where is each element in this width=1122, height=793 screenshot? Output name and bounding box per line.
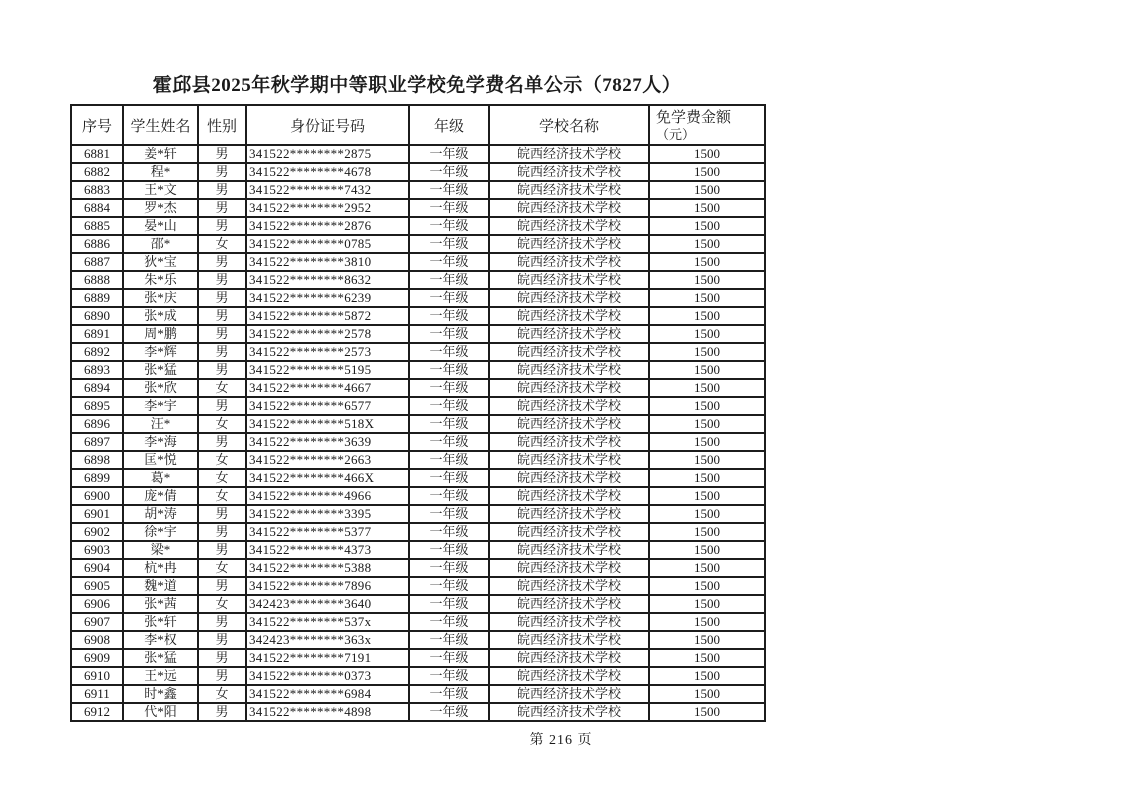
- cell-gender: 女: [198, 469, 246, 487]
- cell-fee: 1500: [649, 271, 765, 289]
- cell-grade: 一年级: [409, 307, 489, 325]
- page-number: 第 216 页: [529, 733, 593, 748]
- cell-fee: 1500: [649, 361, 765, 379]
- col-header-grade: 年级: [409, 105, 489, 145]
- table-row: [71, 451, 765, 469]
- cell-id-number: 341522********5872: [246, 307, 409, 325]
- cell-grade: 一年级: [409, 253, 489, 271]
- table-row: [71, 559, 765, 577]
- cell-fee: 1500: [649, 181, 765, 199]
- cell-name: 罗*杰: [123, 199, 198, 217]
- cell-index: 6884: [71, 199, 123, 217]
- cell-id-number: 341522********4966: [246, 487, 409, 505]
- cell-fee: 1500: [649, 523, 765, 541]
- cell-school: 皖西经济技术学校: [489, 451, 649, 469]
- table-row: [71, 145, 765, 163]
- header-row: [71, 105, 765, 145]
- table-row: [71, 289, 765, 307]
- cell-name: 朱*乐: [123, 271, 198, 289]
- cell-school: 皖西经济技术学校: [489, 253, 649, 271]
- cell-index: 6890: [71, 307, 123, 325]
- cell-fee: 1500: [649, 487, 765, 505]
- cell-gender: 男: [198, 613, 246, 631]
- cell-id-number: 341522********4373: [246, 541, 409, 559]
- cell-fee: 1500: [649, 541, 765, 559]
- cell-gender: 女: [198, 685, 246, 703]
- cell-grade: 一年级: [409, 199, 489, 217]
- table-row: [71, 307, 765, 325]
- table-row: [71, 271, 765, 289]
- cell-index: 6881: [71, 145, 123, 163]
- cell-school: 皖西经济技术学校: [489, 163, 649, 181]
- cell-gender: 男: [198, 163, 246, 181]
- cell-id-number: 341522********6984: [246, 685, 409, 703]
- cell-index: 6882: [71, 163, 123, 181]
- cell-id-number: 341522********6577: [246, 397, 409, 415]
- cell-grade: 一年级: [409, 649, 489, 667]
- cell-gender: 女: [198, 595, 246, 613]
- cell-fee: 1500: [649, 631, 765, 649]
- cell-name: 梁*: [123, 541, 198, 559]
- col-header-index: 序号: [71, 105, 123, 145]
- cell-fee: 1500: [649, 703, 765, 721]
- cell-gender: 男: [198, 307, 246, 325]
- cell-grade: 一年级: [409, 541, 489, 559]
- cell-gender: 男: [198, 631, 246, 649]
- table-row: [71, 163, 765, 181]
- cell-grade: 一年级: [409, 667, 489, 685]
- cell-school: 皖西经济技术学校: [489, 505, 649, 523]
- cell-school: 皖西经济技术学校: [489, 649, 649, 667]
- col-header-fee: [649, 105, 765, 145]
- cell-school: 皖西经济技术学校: [489, 559, 649, 577]
- cell-name: 杭*冉: [123, 559, 198, 577]
- table-row: [71, 613, 765, 631]
- cell-school: 皖西经济技术学校: [489, 361, 649, 379]
- table-row: [71, 487, 765, 505]
- cell-name: 张*轩: [123, 613, 198, 631]
- cell-grade: 一年级: [409, 343, 489, 361]
- cell-fee: 1500: [649, 595, 765, 613]
- cell-index: 6888: [71, 271, 123, 289]
- cell-id-number: 341522********2876: [246, 217, 409, 235]
- cell-grade: 一年级: [409, 505, 489, 523]
- cell-id-number: 341522********3395: [246, 505, 409, 523]
- cell-id-number: 341522********2578: [246, 325, 409, 343]
- cell-index: 6898: [71, 451, 123, 469]
- cell-gender: 男: [198, 433, 246, 451]
- cell-gender: 男: [198, 343, 246, 361]
- cell-fee: 1500: [649, 235, 765, 253]
- cell-fee: 1500: [649, 199, 765, 217]
- cell-id-number: 341522********7432: [246, 181, 409, 199]
- table-row: [71, 415, 765, 433]
- cell-fee: 1500: [649, 325, 765, 343]
- cell-grade: 一年级: [409, 145, 489, 163]
- cell-id-number: 342423********3640: [246, 595, 409, 613]
- cell-name: 姜*轩: [123, 145, 198, 163]
- cell-id-number: 341522********5388: [246, 559, 409, 577]
- cell-school: 皖西经济技术学校: [489, 667, 649, 685]
- table-body: [71, 145, 765, 721]
- cell-school: 皖西经济技术学校: [489, 199, 649, 217]
- cell-id-number: 341522********4678: [246, 163, 409, 181]
- cell-index: 6899: [71, 469, 123, 487]
- cell-grade: 一年级: [409, 595, 489, 613]
- cell-fee: 1500: [649, 577, 765, 595]
- cell-id-number: 341522********6239: [246, 289, 409, 307]
- cell-school: 皖西经济技术学校: [489, 235, 649, 253]
- cell-gender: 男: [198, 325, 246, 343]
- cell-fee: 1500: [649, 613, 765, 631]
- cell-school: 皖西经济技术学校: [489, 379, 649, 397]
- cell-gender: 女: [198, 379, 246, 397]
- cell-name: 周*鹏: [123, 325, 198, 343]
- cell-gender: 男: [198, 397, 246, 415]
- cell-gender: 男: [198, 253, 246, 271]
- cell-fee: 1500: [649, 289, 765, 307]
- cell-grade: 一年级: [409, 613, 489, 631]
- cell-fee: 1500: [649, 397, 765, 415]
- cell-fee: 1500: [649, 685, 765, 703]
- cell-index: 6891: [71, 325, 123, 343]
- cell-index: 6893: [71, 361, 123, 379]
- cell-grade: 一年级: [409, 685, 489, 703]
- cell-index: 6883: [71, 181, 123, 199]
- cell-name: 张*猛: [123, 649, 198, 667]
- cell-id-number: 341522********2875: [246, 145, 409, 163]
- cell-name: 庞*倩: [123, 487, 198, 505]
- cell-gender: 男: [198, 577, 246, 595]
- col-header-gender: 性别: [198, 105, 246, 145]
- cell-school: 皖西经济技术学校: [489, 685, 649, 703]
- cell-grade: 一年级: [409, 271, 489, 289]
- table-row: [71, 343, 765, 361]
- cell-name: 程*: [123, 163, 198, 181]
- cell-index: 6894: [71, 379, 123, 397]
- cell-index: 6912: [71, 703, 123, 721]
- cell-grade: 一年级: [409, 703, 489, 721]
- cell-grade: 一年级: [409, 289, 489, 307]
- table-row: [71, 397, 765, 415]
- cell-grade: 一年级: [409, 325, 489, 343]
- cell-school: 皖西经济技术学校: [489, 181, 649, 199]
- cell-id-number: 341522********3639: [246, 433, 409, 451]
- cell-index: 6907: [71, 613, 123, 631]
- cell-name: 狄*宝: [123, 253, 198, 271]
- table-row: [71, 325, 765, 343]
- cell-index: 6906: [71, 595, 123, 613]
- table-row: [71, 667, 765, 685]
- cell-school: 皖西经济技术学校: [489, 415, 649, 433]
- cell-school: 皖西经济技术学校: [489, 487, 649, 505]
- cell-name: 张*庆: [123, 289, 198, 307]
- cell-gender: 男: [198, 505, 246, 523]
- cell-name: 张*猛: [123, 361, 198, 379]
- cell-school: 皖西经济技术学校: [489, 145, 649, 163]
- cell-index: 6909: [71, 649, 123, 667]
- cell-gender: 男: [198, 649, 246, 667]
- cell-grade: 一年级: [409, 397, 489, 415]
- cell-grade: 一年级: [409, 631, 489, 649]
- cell-name: 葛*: [123, 469, 198, 487]
- cell-fee: 1500: [649, 469, 765, 487]
- cell-school: 皖西经济技术学校: [489, 613, 649, 631]
- cell-name: 张*成: [123, 307, 198, 325]
- cell-school: 皖西经济技术学校: [489, 217, 649, 235]
- cell-grade: 一年级: [409, 487, 489, 505]
- cell-gender: 女: [198, 559, 246, 577]
- cell-school: 皖西经济技术学校: [489, 703, 649, 721]
- cell-name: 李*海: [123, 433, 198, 451]
- cell-index: 6889: [71, 289, 123, 307]
- cell-school: 皖西经济技术学校: [489, 289, 649, 307]
- cell-fee: 1500: [649, 217, 765, 235]
- cell-index: 6911: [71, 685, 123, 703]
- cell-gender: 男: [198, 541, 246, 559]
- cell-grade: 一年级: [409, 577, 489, 595]
- cell-name: 代*阳: [123, 703, 198, 721]
- cell-school: 皖西经济技术学校: [489, 541, 649, 559]
- cell-id-number: 341522********0373: [246, 667, 409, 685]
- cell-id-number: 341522********7896: [246, 577, 409, 595]
- cell-id-number: 341522********518X: [246, 415, 409, 433]
- cell-grade: 一年级: [409, 379, 489, 397]
- cell-gender: 男: [198, 217, 246, 235]
- table-header: [71, 105, 765, 145]
- cell-index: 6892: [71, 343, 123, 361]
- cell-grade: 一年级: [409, 415, 489, 433]
- cell-fee: 1500: [649, 505, 765, 523]
- cell-grade: 一年级: [409, 163, 489, 181]
- cell-school: 皖西经济技术学校: [489, 595, 649, 613]
- cell-index: 6897: [71, 433, 123, 451]
- cell-name: 李*权: [123, 631, 198, 649]
- table-row: [71, 199, 765, 217]
- cell-index: 6902: [71, 523, 123, 541]
- cell-name: 晏*山: [123, 217, 198, 235]
- cell-name: 王*远: [123, 667, 198, 685]
- cell-gender: 女: [198, 451, 246, 469]
- cell-name: 李*宇: [123, 397, 198, 415]
- cell-index: 6900: [71, 487, 123, 505]
- cell-name: 王*文: [123, 181, 198, 199]
- cell-fee: 1500: [649, 415, 765, 433]
- cell-gender: 男: [198, 667, 246, 685]
- fee-exemption-table: [70, 104, 766, 722]
- cell-id-number: 341522********2952: [246, 199, 409, 217]
- cell-id-number: 341522********466X: [246, 469, 409, 487]
- cell-name: 匡*悦: [123, 451, 198, 469]
- cell-index: 6905: [71, 577, 123, 595]
- cell-fee: 1500: [649, 145, 765, 163]
- cell-fee: 1500: [649, 433, 765, 451]
- cell-name: 张*茜: [123, 595, 198, 613]
- cell-gender: 男: [198, 271, 246, 289]
- table-row: [71, 649, 765, 667]
- cell-index: 6901: [71, 505, 123, 523]
- cell-fee: 1500: [649, 343, 765, 361]
- cell-id-number: 341522********7191: [246, 649, 409, 667]
- cell-id-number: 341522********2573: [246, 343, 409, 361]
- table-row: [71, 703, 765, 721]
- cell-gender: 男: [198, 523, 246, 541]
- cell-grade: 一年级: [409, 217, 489, 235]
- table-row: [71, 217, 765, 235]
- cell-grade: 一年级: [409, 235, 489, 253]
- cell-gender: 女: [198, 235, 246, 253]
- cell-name: 时*鑫: [123, 685, 198, 703]
- cell-school: 皖西经济技术学校: [489, 271, 649, 289]
- cell-index: 6896: [71, 415, 123, 433]
- table-row: [71, 577, 765, 595]
- cell-id-number: 341522********3810: [246, 253, 409, 271]
- cell-grade: 一年级: [409, 469, 489, 487]
- cell-name: 汪*: [123, 415, 198, 433]
- table-row: [71, 505, 765, 523]
- table-row: [71, 631, 765, 649]
- cell-index: 6908: [71, 631, 123, 649]
- cell-gender: 男: [198, 181, 246, 199]
- cell-fee: 1500: [649, 379, 765, 397]
- cell-fee: 1500: [649, 649, 765, 667]
- page-title: 霍邱县2025年秋学期中等职业学校免学费名单公示（7827人）: [152, 75, 682, 96]
- table-row: [71, 595, 765, 613]
- table-row: [71, 523, 765, 541]
- cell-fee: 1500: [649, 451, 765, 469]
- table-row: [71, 379, 765, 397]
- cell-gender: 男: [198, 361, 246, 379]
- fee-header-line2: （元）: [656, 126, 696, 142]
- table-row: [71, 685, 765, 703]
- table-row: [71, 361, 765, 379]
- cell-id-number: 341522********5195: [246, 361, 409, 379]
- cell-fee: 1500: [649, 253, 765, 271]
- cell-name: 邵*: [123, 235, 198, 253]
- cell-name: 张*欣: [123, 379, 198, 397]
- table-row: [71, 181, 765, 199]
- col-header-school: 学校名称: [489, 105, 649, 145]
- cell-gender: 男: [198, 703, 246, 721]
- cell-fee: 1500: [649, 163, 765, 181]
- cell-fee: 1500: [649, 667, 765, 685]
- cell-index: 6910: [71, 667, 123, 685]
- cell-id-number: 341522********4898: [246, 703, 409, 721]
- cell-index: 6895: [71, 397, 123, 415]
- cell-fee: 1500: [649, 559, 765, 577]
- cell-gender: 女: [198, 487, 246, 505]
- fee-header-line1: 免学费金额: [656, 109, 732, 126]
- cell-name: 徐*宇: [123, 523, 198, 541]
- cell-index: 6904: [71, 559, 123, 577]
- cell-school: 皖西经济技术学校: [489, 343, 649, 361]
- table-row: [71, 541, 765, 559]
- table-row: [71, 469, 765, 487]
- table-row: [71, 433, 765, 451]
- cell-school: 皖西经济技术学校: [489, 307, 649, 325]
- cell-school: 皖西经济技术学校: [489, 469, 649, 487]
- cell-id-number: 341522********2663: [246, 451, 409, 469]
- cell-grade: 一年级: [409, 523, 489, 541]
- cell-fee: 1500: [649, 307, 765, 325]
- cell-grade: 一年级: [409, 559, 489, 577]
- table-row: [71, 253, 765, 271]
- cell-id-number: 341522********5377: [246, 523, 409, 541]
- cell-id-number: 341522********4667: [246, 379, 409, 397]
- cell-school: 皖西经济技术学校: [489, 433, 649, 451]
- cell-index: 6885: [71, 217, 123, 235]
- table-row: [71, 235, 765, 253]
- cell-index: 6887: [71, 253, 123, 271]
- cell-school: 皖西经济技术学校: [489, 397, 649, 415]
- cell-grade: 一年级: [409, 181, 489, 199]
- cell-name: 胡*涛: [123, 505, 198, 523]
- cell-grade: 一年级: [409, 433, 489, 451]
- cell-index: 6903: [71, 541, 123, 559]
- cell-id-number: 341522********537x: [246, 613, 409, 631]
- col-header-name: 学生姓名: [123, 105, 198, 145]
- cell-id-number: 341522********8632: [246, 271, 409, 289]
- cell-gender: 男: [198, 289, 246, 307]
- col-header-id-number: 身份证号码: [246, 105, 409, 145]
- cell-id-number: 341522********0785: [246, 235, 409, 253]
- cell-school: 皖西经济技术学校: [489, 523, 649, 541]
- cell-gender: 男: [198, 145, 246, 163]
- cell-gender: 女: [198, 415, 246, 433]
- cell-gender: 男: [198, 199, 246, 217]
- cell-name: 魏*道: [123, 577, 198, 595]
- cell-grade: 一年级: [409, 451, 489, 469]
- cell-grade: 一年级: [409, 361, 489, 379]
- cell-school: 皖西经济技术学校: [489, 325, 649, 343]
- cell-school: 皖西经济技术学校: [489, 631, 649, 649]
- cell-school: 皖西经济技术学校: [489, 577, 649, 595]
- cell-name: 李*辉: [123, 343, 198, 361]
- cell-id-number: 342423********363x: [246, 631, 409, 649]
- cell-index: 6886: [71, 235, 123, 253]
